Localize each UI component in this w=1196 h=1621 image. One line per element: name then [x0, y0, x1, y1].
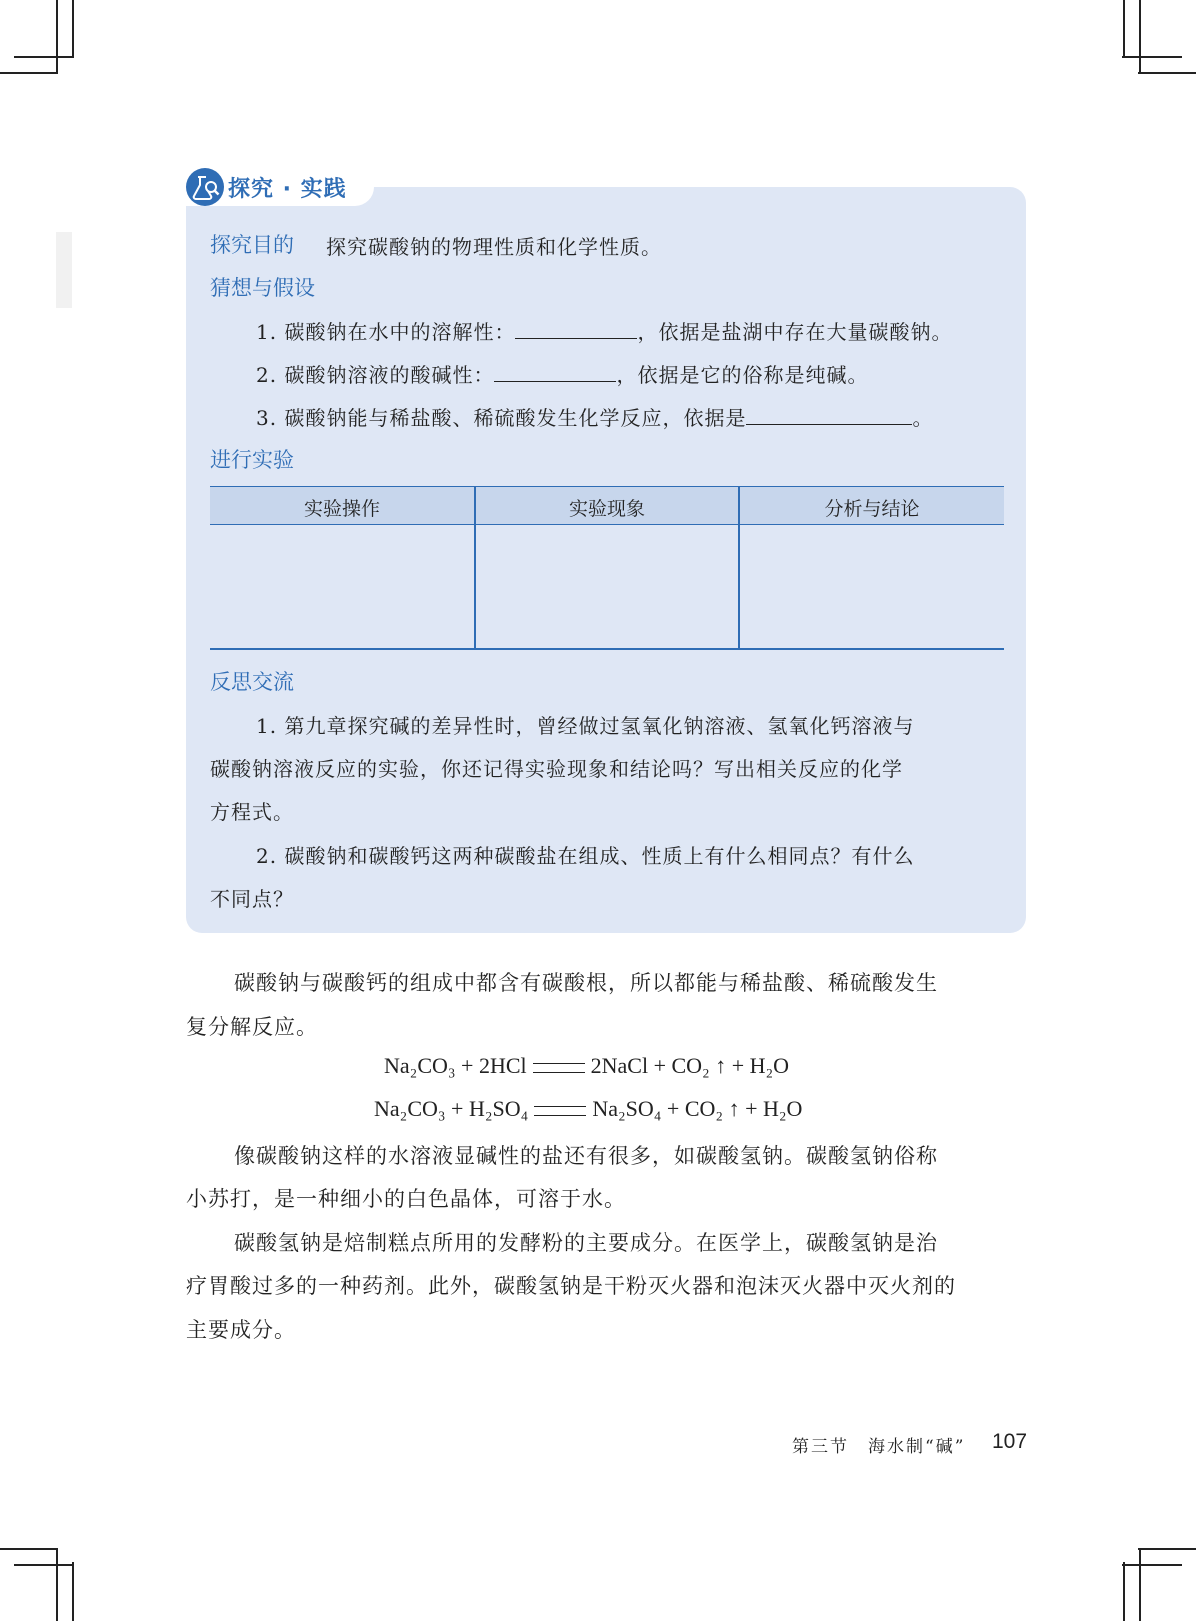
experiment-label: 进行实验 — [210, 448, 294, 472]
answer-blank[interactable] — [494, 359, 616, 382]
purpose-label: 探究目的 — [210, 233, 294, 257]
answer-blank[interactable] — [515, 316, 637, 339]
paragraph-line: 疗胃酸过多的一种药剂。此外，碳酸氢钠是干粉灭火器和泡沫灭火器中灭火剂的 — [186, 1274, 956, 1298]
crop-mark-bottom-left-v2 — [56, 1548, 58, 1621]
section-title: 探究 · 实践 — [228, 177, 347, 202]
paragraph-line: 像碳酸钠这样的水溶液显碱性的盐还有很多，如碳酸氢钠。碳酸氢钠俗称 — [234, 1144, 938, 1168]
table-divider — [474, 486, 476, 650]
paragraph-line: 碳酸钠与碳酸钙的组成中都含有碳酸根，所以都能与稀盐酸、稀硫酸发生 — [234, 971, 938, 995]
equation-1: Na₂CO₃ + 2HCl 2NaCl + CO₂ ↑ + H₂O — [384, 1053, 790, 1078]
crop-mark-top-right-h2 — [1122, 56, 1182, 58]
hypothesis-item-2: 2. 碳酸钠溶液的酸碱性： ，依据是它的俗称是纯碱。 — [256, 359, 868, 388]
page-number: 107 — [992, 1430, 1028, 1453]
hypothesis-item-1: 1. 碳酸钠在水中的溶解性： ，依据是盐湖中存在大量碳酸钠。 — [256, 316, 952, 345]
paragraph-line: 小苏打，是一种细小的白色晶体，可溶于水。 — [186, 1187, 626, 1211]
crop-mark-top-left-h2 — [14, 56, 74, 58]
crop-mark-bottom-right-v — [1123, 1562, 1125, 1621]
crop-mark-bottom-right-h — [1138, 1548, 1196, 1550]
table-divider — [738, 486, 740, 650]
crop-mark-top-right-v2 — [1139, 0, 1141, 74]
column-header: 实验操作 — [303, 498, 380, 520]
paragraph-line: 碳酸氢钠是焙制糕点所用的发酵粉的主要成分。在医学上，碳酸氢钠是治 — [234, 1231, 938, 1255]
reflection-line: 2. 碳酸钠和碳酸钙这两种碳酸盐在组成、性质上有什么相同点？有什么 — [256, 844, 915, 868]
equals-sign — [534, 1106, 586, 1116]
reflection-line: 1. 第九章探究碱的差异性时，曾经做过氢氧化钠溶液、氢氧化钙溶液与 — [256, 714, 915, 738]
crop-mark-bottom-left-v — [72, 1562, 74, 1621]
crop-mark-top-left-v — [72, 0, 74, 58]
hypothesis-label: 猜想与假设 — [210, 276, 315, 300]
paragraph-line: 主要成分。 — [186, 1318, 296, 1342]
crop-mark-bottom-left-h2 — [14, 1564, 74, 1566]
crop-mark-bottom-right-v2 — [1139, 1548, 1141, 1621]
hypothesis-item-3: 3. 碳酸钠能与稀盐酸、稀硫酸发生化学反应，依据是 。 — [256, 402, 933, 431]
answer-blank[interactable] — [746, 402, 912, 425]
footer-section-title: 第三节 海水制“碱” — [792, 1437, 966, 1457]
purpose-text: 探究碳酸钠的物理性质和化学性质。 — [326, 235, 662, 259]
crop-mark-top-left-v2 — [56, 0, 58, 74]
page-edge-tab — [56, 232, 72, 308]
reflection-line: 不同点？ — [210, 887, 294, 911]
paragraph-line: 复分解反应。 — [186, 1015, 318, 1039]
equals-sign — [533, 1063, 585, 1073]
flask-magnifier-icon — [186, 168, 224, 206]
equation-2: Na₂CO₃ + H₂SO₄ Na₂SO₄ + CO₂ ↑ + H₂O — [374, 1096, 803, 1121]
experiment-table — [210, 486, 1004, 650]
crop-mark-top-left-h — [0, 72, 58, 74]
column-header: 分析与结论 — [824, 498, 920, 520]
reflection-line: 方程式。 — [210, 800, 294, 824]
crop-mark-top-right-h — [1138, 72, 1196, 74]
crop-mark-bottom-right-h2 — [1122, 1564, 1182, 1566]
column-header: 实验现象 — [568, 498, 645, 520]
reflection-label: 反思交流 — [210, 670, 294, 694]
crop-mark-bottom-left-h — [0, 1548, 58, 1550]
table-bottom-rule — [210, 648, 1004, 650]
crop-mark-top-right-v — [1123, 0, 1125, 58]
reflection-line: 碳酸钠溶液反应的实验，你还记得实验现象和结论吗？写出相关反应的化学 — [210, 757, 903, 781]
